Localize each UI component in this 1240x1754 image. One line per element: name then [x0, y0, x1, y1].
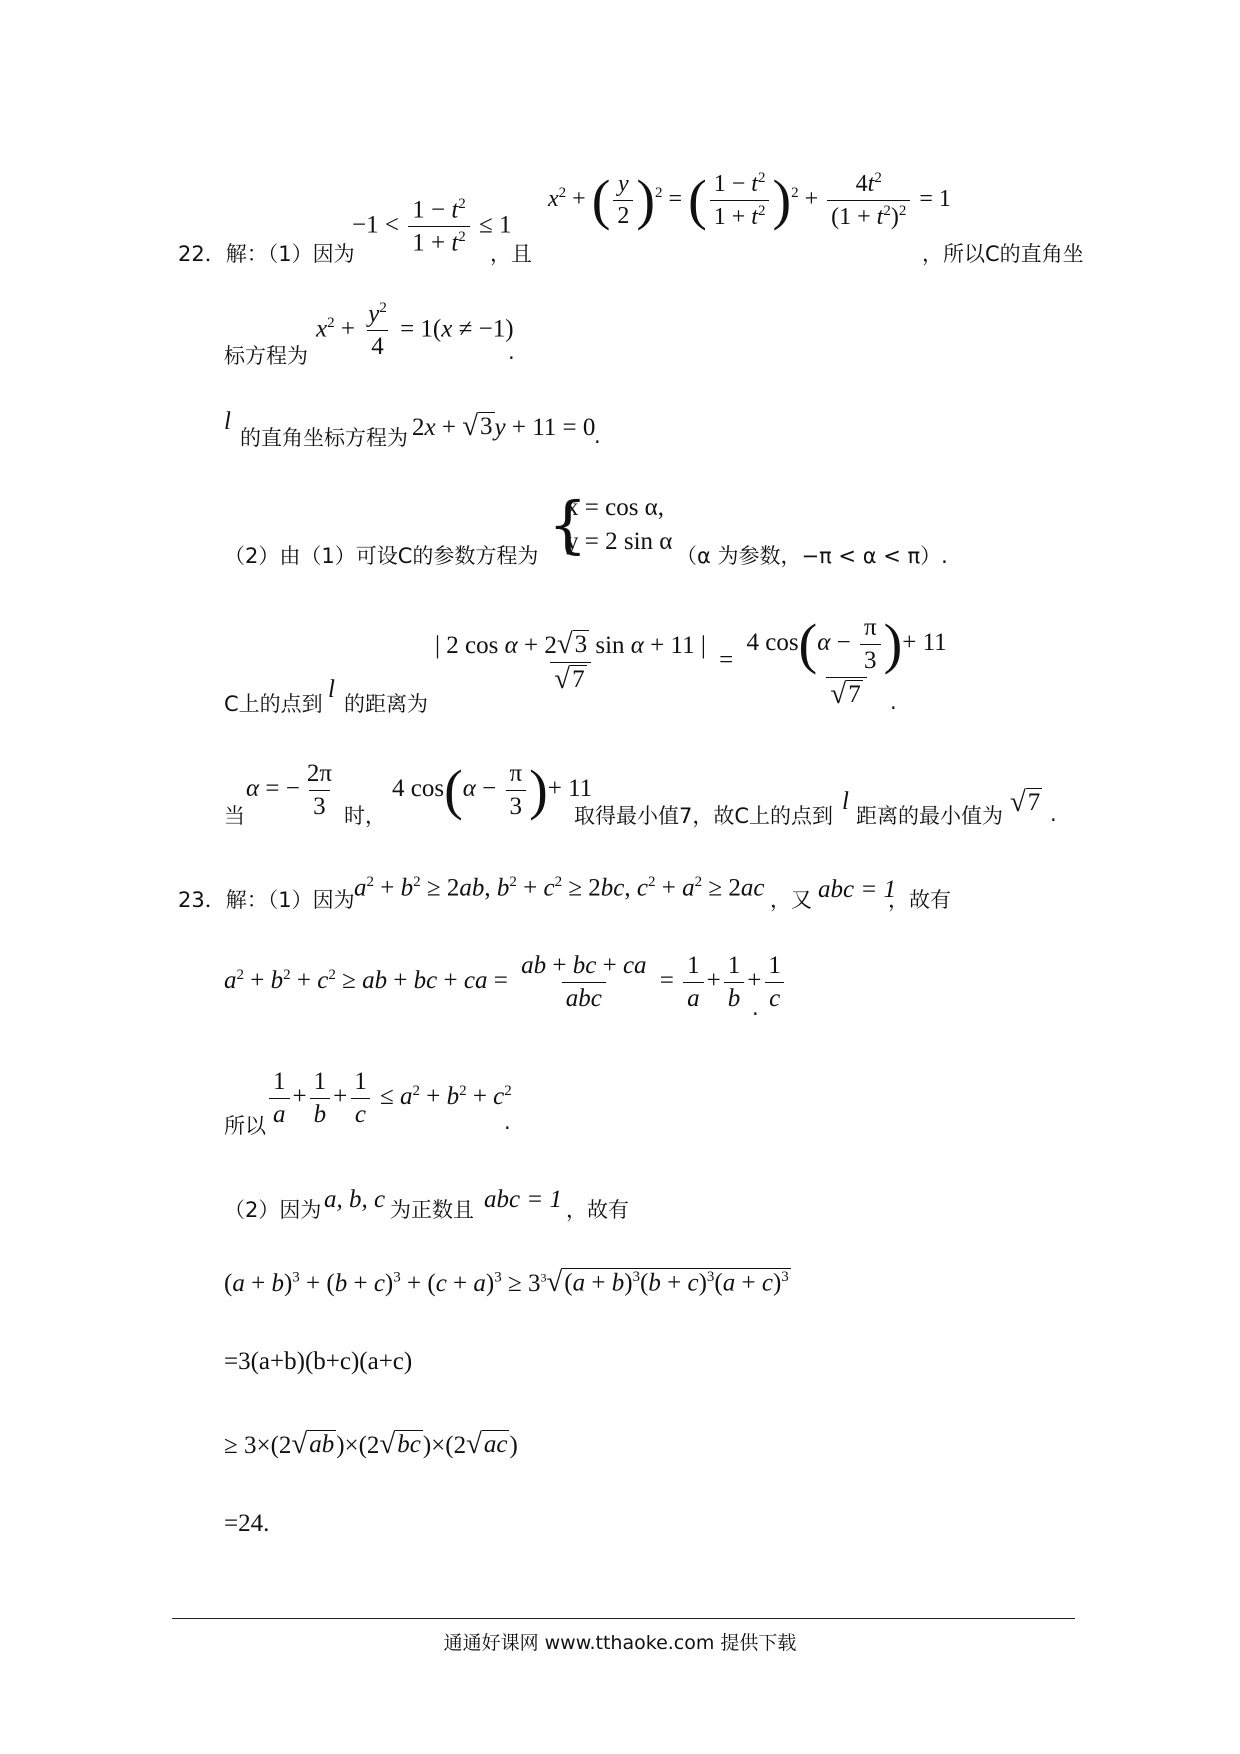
q22-part2-text: （2）由（1）可设C的参数方程为 — [224, 544, 539, 568]
footer-text: 通通好课网 www.tthaoke.com 提供下载 — [443, 1632, 797, 1654]
q23-part2-a: （2）因为 — [224, 1198, 322, 1222]
q23-so: 所以 — [224, 1114, 266, 1138]
q22-and: ，且 — [490, 242, 532, 266]
q22-ineq: −1 < $\frac{1 - t^2}{1 + t^2}$ ≤ 1 — [352, 196, 512, 257]
q23-ineq1: $a^2 + b^2 \ge 2ab$, $b^2 + c^2 \ge 2bc$, $c^2 + a^2 \ge 2ac$ — [354, 874, 765, 902]
q23-vars: a, b, c — [324, 1186, 386, 1213]
q22-l-symbol-2: l — [328, 676, 335, 703]
q23-part2-c: ，故有 — [566, 1198, 629, 1222]
q22-conclusion: 取得最小值7，故C上的点到 — [574, 804, 834, 828]
q22-line2-text: 标方程为 — [224, 344, 308, 368]
q22-param-note: （α 为参数，−π < α < π）. — [676, 544, 948, 568]
q22-dist-text2: 的距离为 — [344, 692, 428, 716]
q22-circle-eq: $x^2$ + ( $\frac{y}{2}$ )$^2$ = ( $\frac{1 - t^2}{1 + t^2}$ )$^2$ + $\frac{4t^2}{(1 + t^2)^2}$ = 1 — [548, 169, 951, 232]
q22-param-x: x = cos α, — [566, 494, 665, 521]
q22-time-text: 时， — [344, 804, 386, 828]
q22-min-expr: 4 cos(α − $\frac{\pi}{3}$ )+ 11 — [392, 759, 593, 822]
q22-l-text: 的直角坐标方程为 — [240, 426, 408, 450]
q23-line-b: =3(a+b)(b+c)(a+c) — [224, 1348, 413, 1375]
q23-label: 23．解：（1）因为 — [178, 888, 355, 912]
q23-result1: $\frac{1}{a}$ + $\frac{1}{b}$ + $\frac{1}{c}$ ≤ $a^2 + b^2 + c^2$ — [266, 1068, 512, 1129]
q23-line-a: $(a + b)^3 + (b + c)^3 + (c + a)^3 \ge 3^3$ √ $(a + b)^3(b + c)^3(a + c)^3$ — [224, 1266, 789, 1298]
q23-abc: abc = 1 — [818, 876, 896, 903]
q23-line-d: =24. — [224, 1510, 270, 1537]
q23-step1: $a^2 + b^2 + c^2$ ≥ ab + bc + ca = $\frac{ab + bc + ca}{\text{abc}}$ = $\frac{1}{a}$ + $\frac{1}{b}$ + $\frac{1}{c}$ — [224, 952, 788, 1013]
q22-dist-text: C上的点到 — [224, 692, 323, 716]
q22-l-symbol: l — [224, 408, 231, 435]
q22-c-eq: $x^2$ + $\frac{y^2}{4}$ = 1(x ≠ −1) — [316, 300, 514, 361]
q22-l-eq: 2x + √ 3 y + 11 = 0 — [412, 410, 596, 442]
q22-param-y: y = 2 sin α — [566, 528, 673, 555]
q22-alpha-val: α = − $\frac{2\pi}{3}$ — [246, 760, 332, 820]
q22-label: 22．解：（1）因为 — [178, 242, 355, 266]
q23-hence: ，故有 — [888, 888, 951, 912]
q22-when-text: 当 — [224, 804, 245, 828]
q23-again: ，又 — [770, 888, 812, 912]
q22-min-val: √ 7 — [1010, 786, 1041, 818]
footer-divider — [172, 1618, 1075, 1619]
q22-conclusion2: 距离的最小值为 — [856, 804, 1003, 828]
q23-abc2: abc = 1 — [484, 1186, 562, 1213]
q22-so-text: ，所以C的直角坐 — [922, 242, 1084, 266]
q23-line-c: ≥ 3×(2 √ ab )×(2 √ bc )×(2 √ ac ) — [224, 1428, 518, 1460]
q23-part2-b: 为正数且 — [390, 1198, 474, 1222]
q22-dist-eq: | 2 cos α + 2 √ 3 sin α + 11 | √ 7 = 4 cos(α − $\frac{\pi}{3}$ )+ 11 √ 7 — [435, 613, 947, 710]
q22-l-symbol-3: l — [842, 788, 849, 815]
q22-param-brace: { — [548, 488, 588, 561]
